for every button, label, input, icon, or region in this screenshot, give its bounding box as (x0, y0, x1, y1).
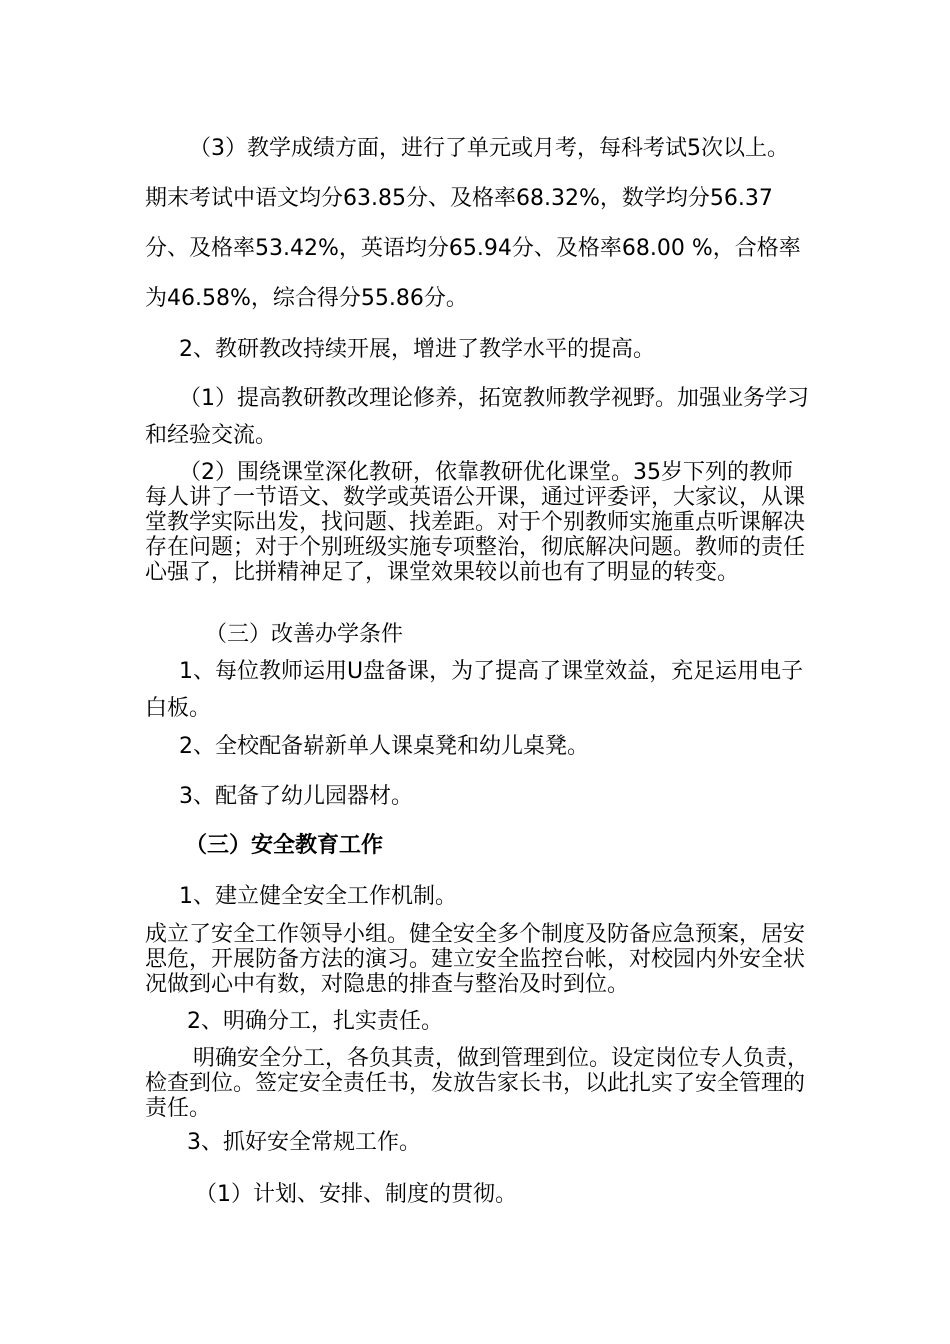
paragraph-conditions-1: 1、每位教师运用U盘备课，为了提高了课堂效益，充足运用电子白板。 (145, 659, 804, 721)
paragraph-research-1: （1）提高教研教改理论修养，拓宽教师教学视野。加强业务学习和经验交流。 (145, 386, 809, 448)
paragraph-teaching-results: （3）教学成绩方面，进行了单元或月考，每科考试5次以上。期末考试中语文均分63.85分、及格率68.32%，数学均分56.37分、及格率53.42%，英语均分65.94分、及格率68.00 %，合格率为46.58%，综合得分55.86分。 (145, 136, 801, 311)
paragraph-conditions-2: 2、全校配备崭新单人课桌凳和幼儿桌凳。 (179, 734, 589, 759)
paragraph-safety-2-heading: 2、明确分工，扎实责任。 (187, 1009, 443, 1034)
paragraph-improve-conditions-heading: （三）改善办学条件 (205, 622, 404, 647)
paragraph-conditions-3: 3、配备了幼儿园器材。 (179, 784, 413, 809)
paragraph-research-heading: 2、教研教改持续开展，增进了教学水平的提高。 (179, 337, 655, 362)
paragraph-safety-3-heading: 3、抓好安全常规工作。 (187, 1130, 421, 1155)
section-heading-safety: （三）安全教育工作 (185, 833, 384, 858)
paragraph-safety-1-heading: 1、建立健全安全工作机制。 (179, 884, 457, 909)
paragraph-safety-3-1: （1）计划、安排、制度的贯彻。 (195, 1182, 517, 1207)
paragraph-research-2: （2）围绕课堂深化教研，依靠教研优化课堂。35岁下列的教师每人讲了一节语文、数学或英语公开课，通过评委评，大家议，从课堂教学实际出发，找问题、找差距。对于个别教师实施重点听课解决存在问题；对于个别班级实施专项整治，彻底解决问题。教师的责任心强了，比拼精神足了，课堂效果较以前也有了明显的转变。 (145, 460, 806, 585)
paragraph-safety-1-body: 成立了安全工作领导小组。健全安全多个制度及防备应急预案，居安思危，开展防备方法的演习。建立安全监控台帐，对校园内外安全状况做到心中有数，对隐患的排查与整治及时到位。 (145, 922, 806, 997)
paragraph-safety-2-body: 明确安全分工，各负其责，做到管理到位。设定岗位专人负责，检查到位。签定安全责任书，发放告家长书，以此扎实了安全管理的责任。 (145, 1046, 810, 1121)
